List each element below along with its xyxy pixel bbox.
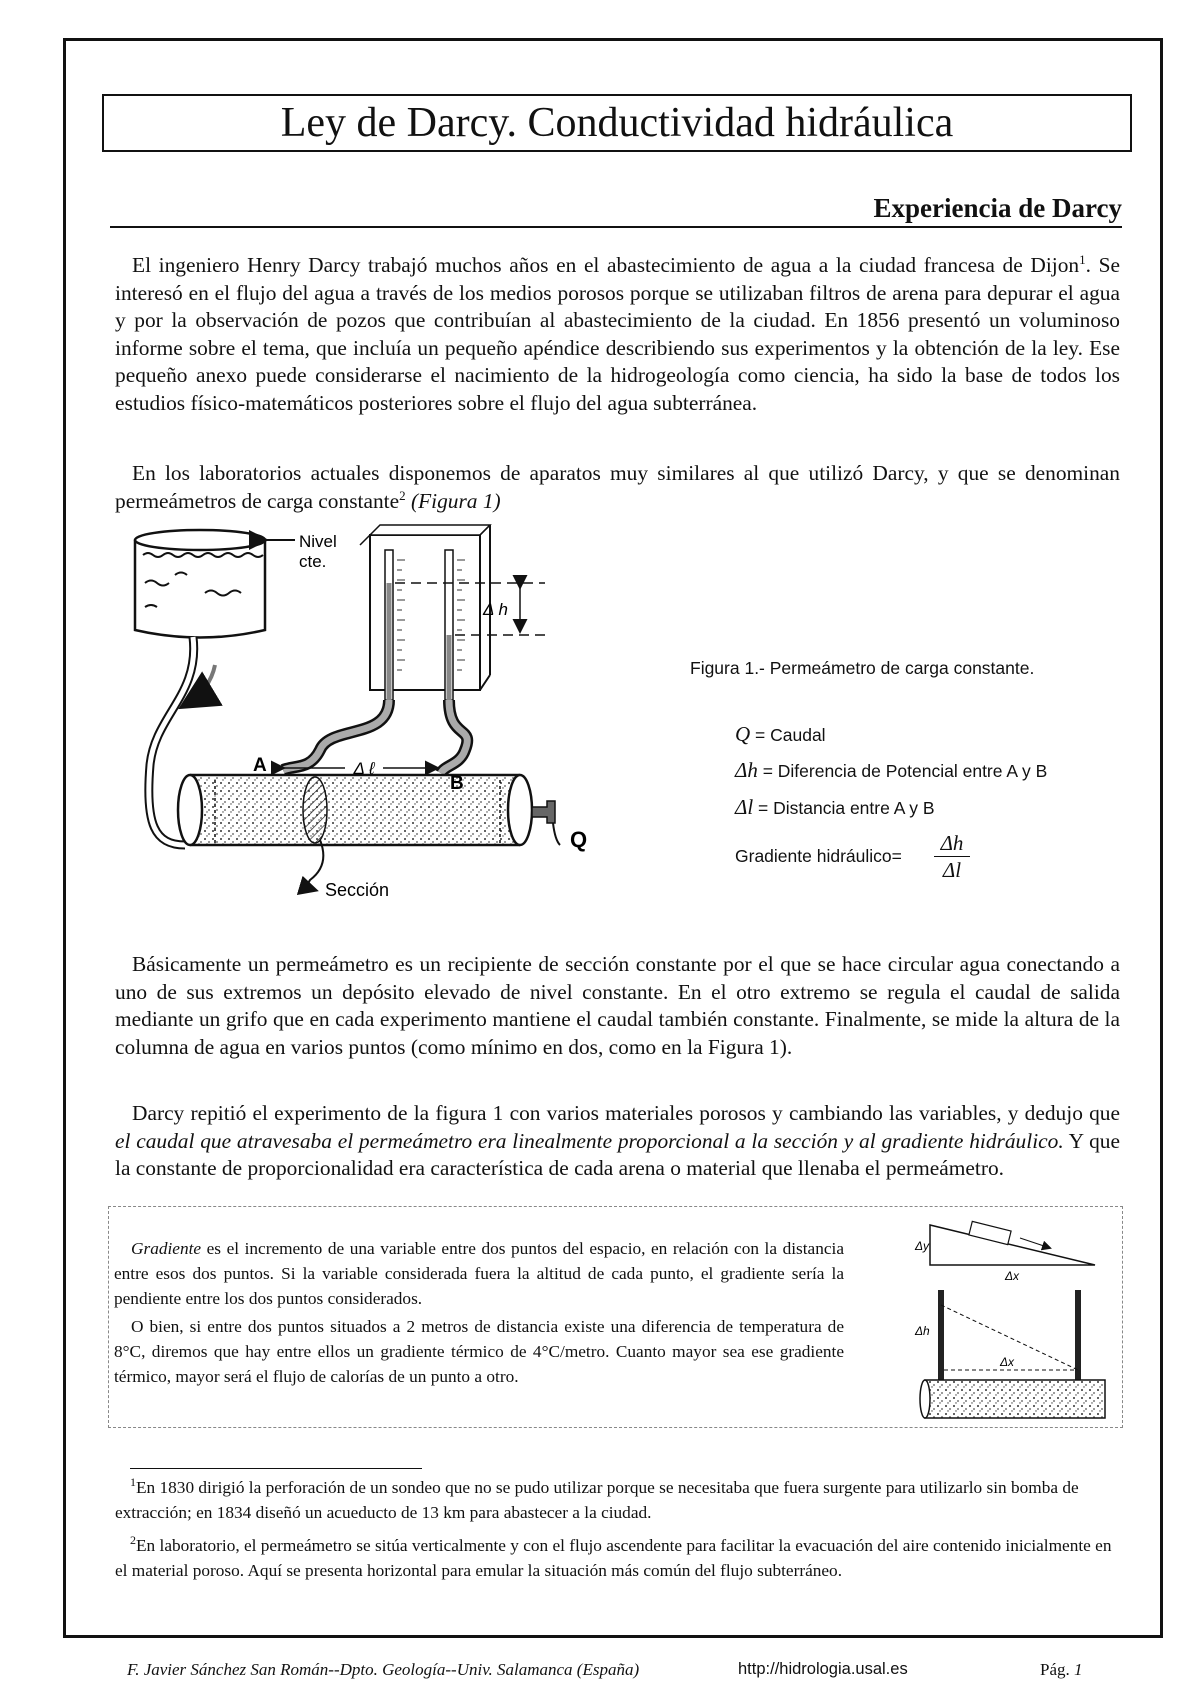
legend-caudal: Q = Caudal xyxy=(735,722,826,746)
note-label-dx2: Δx xyxy=(1000,1355,1015,1369)
label-nivel-1: Nivel xyxy=(299,532,337,551)
figure-reference: (Figura 1) xyxy=(410,488,501,513)
label-delta-h: Δ h xyxy=(483,600,508,619)
note-thermal-example: O bien, si entre dos puntos situados a 2 metros de distancia existe una diferencia de temperatura de 8°C, diremos que hay entre ellos un gradiente térmico de 4°C/metro. Cuanto mayor sea ese gradiente térmico, mayor será el flujo de calorías de un punto a otro. xyxy=(114,1317,844,1386)
permeameter-figure xyxy=(115,525,1125,945)
reservoir-tank xyxy=(135,530,265,638)
note-label-dh: Δh xyxy=(915,1324,930,1338)
footnote-2: $^2$En laboratorio, el permeámetro se sitúa verticalmente y con el flujo ascendente para facilitar la evacuación del aire contenido inicialmente en el material poroso. Aquí se presenta horizontal para emular la situación más común del flujo subterráneo. xyxy=(115,1533,1112,1580)
footer-page-number: Pág. 1 xyxy=(1040,1660,1083,1679)
note-label-dx: Δx xyxy=(1005,1269,1020,1283)
label-b: B xyxy=(450,773,464,794)
page-title: Ley de Darcy. Conductividad hidráulica xyxy=(102,94,1132,152)
figure-caption: Figura 1.- Permeámetro de carga constante. xyxy=(690,658,1035,678)
footnote-ref-1[interactable]: 1 xyxy=(1079,252,1086,267)
footer-author: F. Javier Sánchez San Román--Dpto. Geología--Univ. Salamanca (España) xyxy=(127,1660,640,1679)
label-nivel-2: cte. xyxy=(299,552,327,571)
paragraph-intro: El ingeniero Henry Darcy trabajó muchos años en el abastecimiento de agua a la ciudad francesa de Dijon$^1$. Se interesó en el flujo del agua a través de los medios porosos porque se utilizaban filtros de arena para depurar el agua y por la observación de pozos que contribuían al abastecimiento de la ciudad. En 1856 presentó un voluminoso informe sobre el tema, que incluía un pequeño apéndice describiendo sus experimentos y la obtención de la ley. Ese pequeño anexo puede considerarse el nacimiento de la hidrogeología como ciencia, ha sido la base de todos los estudios físico-matemáticos posteriores sobre el flujo del agua subterránea. xyxy=(115,252,1120,415)
section-title: Experiencia de Darcy xyxy=(110,192,1122,228)
paragraph-conclusion: Darcy repitió el experimento de la figura 1 con varios materiales porosos y cambiando las variables, y dedujo que el caudal que atravesaba el permeámetro era linealmente proporcional a la sección y al gradiente hidráulico. Y que la constante de proporcionalidad era característica de cada arena o material que llenaba el permeámetro. xyxy=(115,1101,1120,1181)
paragraph-basics: Básicamente un permeámetro es un recipiente de sección constante por el que se hace circular agua conectando a uno de sus extremos un depósito elevado de nivel constante. En el otro extremo se regula el caudal de salida mediante un grifo que en cada experimento mantiene el caudal también constante. Finalmente, se mide la altura de la columna de agua en varios puntos (como mínimo en dos, como en la Figura 1). xyxy=(115,952,1120,1059)
footer-url[interactable]: http://hidrologia.usal.es xyxy=(738,1660,908,1678)
footnote-1: $^1$En 1830 dirigió la perforación de un sondeo que no se pudo utilizar porque se necesitaba que fuera surgente para utilizarlo sin bomba de extracción; en 1834 diseñó un acueducto de 13 km para abastecer a la ciudad. xyxy=(115,1475,1079,1522)
note-gradient-definition: Gradiente es el incremento de una variable entre dos puntos del espacio, en relación con la distancia entre esos dos puntos. Si la variable considerada fuera la altitud de cada punto, el gradiente sería la pendiente entre los dos puntos considerados. xyxy=(114,1239,844,1308)
gradient-fraction: $\frac{\Delta h}{\Delta l}$ xyxy=(934,830,970,883)
label-q: Q xyxy=(570,827,588,852)
label-a: A xyxy=(253,755,267,776)
footnote-divider xyxy=(130,1468,422,1469)
note-label-dy: Δy xyxy=(915,1239,930,1253)
label-delta-l: Δ ℓ xyxy=(353,759,375,778)
label-seccion: Sección xyxy=(325,880,390,900)
gradient-diagram xyxy=(915,1220,1120,1420)
legend-potencial: Δh = Diferencia de Potencial entre A y B xyxy=(735,758,1048,782)
paragraph-permeameters: En los laboratorios actuales disponemos de aparatos muy similares al que utilizó Darcy, y que se denominan permeámetros de carga constante$^2$ (Figura 1) xyxy=(115,461,1120,513)
gradient-label: Gradiente hidráulico= xyxy=(735,846,902,866)
legend-distancia: Δl = Distancia entre A y B xyxy=(735,795,935,819)
permeameter-pipe xyxy=(178,775,532,845)
footnote-ref-2[interactable]: 2 xyxy=(399,487,406,503)
